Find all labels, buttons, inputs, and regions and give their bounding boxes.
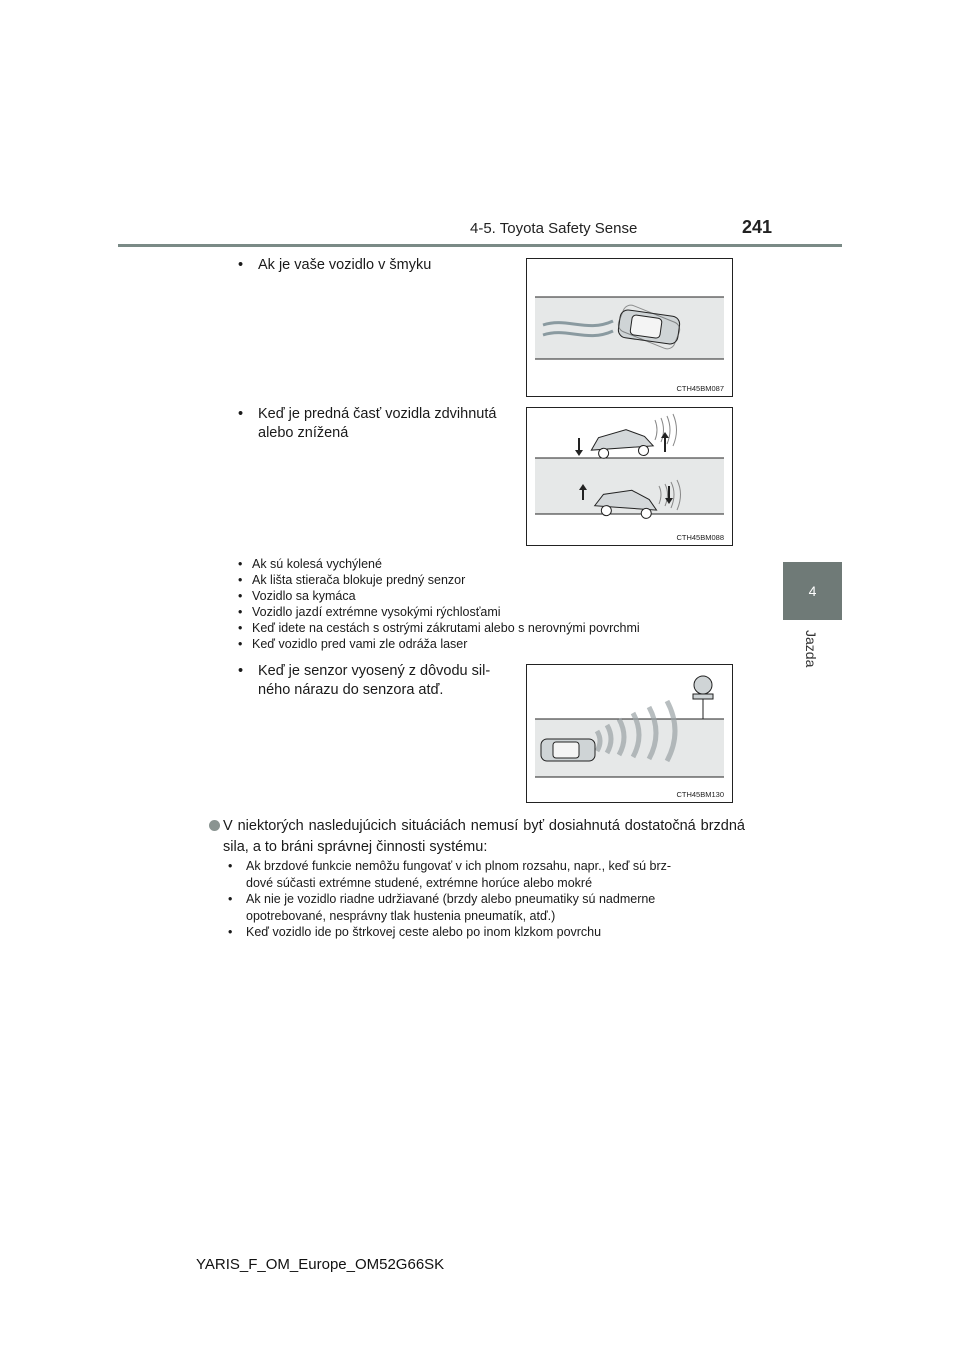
list-item: • Vozidlo sa kymáca xyxy=(238,589,356,603)
lifted-illustration xyxy=(527,408,732,545)
bullet-text-line2: alebo znížená xyxy=(258,425,349,441)
skid-illustration xyxy=(527,259,732,396)
bullet-text-line1: Keď je predná časť vozidla zdvihnutá xyxy=(258,406,497,422)
chapter-tab xyxy=(783,562,842,620)
small-bullet-list xyxy=(238,556,738,652)
list-item: • Keď vozidlo ide po štrkovej ceste alebo po inom klzkom povrchu xyxy=(228,925,602,939)
list-item: • Vozidlo jazdí extrémne vysokými rýchlosťami xyxy=(238,605,501,619)
bullet-dot: • xyxy=(238,663,244,679)
chapter-label: Jazda xyxy=(803,630,819,668)
header-rule xyxy=(118,244,842,247)
list-item: • Ak brzdové funkcie nemôžu fungovať v ich plnom rozsahu, napr., keď sú brz- dové súčasti extrémne studené, extrémne horúce alebo mokré xyxy=(228,859,672,890)
figure-code: CTH45BM088 xyxy=(676,533,724,542)
bullet-text-line2: ného nárazu do senzora atď. xyxy=(258,682,444,698)
bullet-dot: • xyxy=(238,406,244,422)
figure-code: CTH45BM087 xyxy=(676,384,724,393)
list-item: • Keď vozidlo pred vami zle odráža laser xyxy=(238,637,468,651)
car-icon xyxy=(541,739,595,761)
sensor-illustration xyxy=(527,665,732,802)
bullet-item-skid xyxy=(238,256,508,275)
list-item: • Keď idete na cestách s ostrými zákrutami alebo s nerovnými povrchmi xyxy=(238,621,640,635)
figure-sensor xyxy=(526,664,733,803)
bullet-item-lifted xyxy=(238,405,508,443)
page-number: 241 xyxy=(742,217,773,237)
circle-bullet-icon xyxy=(209,820,220,831)
list-item: • Ak lišta stierača blokuje predný senzor xyxy=(238,573,466,587)
bullet-text-line1: Keď je senzor vyosený z dôvodu sil- xyxy=(258,663,491,679)
figure-code: CTH45BM130 xyxy=(676,790,724,799)
figure-skid xyxy=(526,258,733,397)
brake-conditions-list xyxy=(228,858,746,941)
list-item: • Ak nie je vozidlo riadne udržiavané (brzdy alebo pneumatiky sú nadmerne opotrebované, nesprávny tlak hustenia pneumatík, atď.) xyxy=(228,892,656,923)
section-title: 4-5. Toyota Safety Sense xyxy=(470,220,638,237)
figure-lifted xyxy=(526,407,733,546)
brake-force-paragraph xyxy=(223,816,745,858)
bullet-item-sensor xyxy=(238,662,508,700)
list-item: • Ak sú kolesá vychýlené xyxy=(238,557,382,571)
document-code: YARIS_F_OM_Europe_OM52G66SK xyxy=(196,1256,445,1273)
bullet-text: Ak je vaše vozidlo v šmyku xyxy=(258,257,432,273)
chapter-number: 4 xyxy=(808,583,817,599)
bullet-dot: • xyxy=(238,257,244,273)
car-icon xyxy=(590,428,654,459)
paragraph-text: V niektorých nasledujúcich situáciách nemusí byť dosiahnutá dostatočná brzdná sila, a to bráni správnej činnosti systému: xyxy=(223,818,745,855)
